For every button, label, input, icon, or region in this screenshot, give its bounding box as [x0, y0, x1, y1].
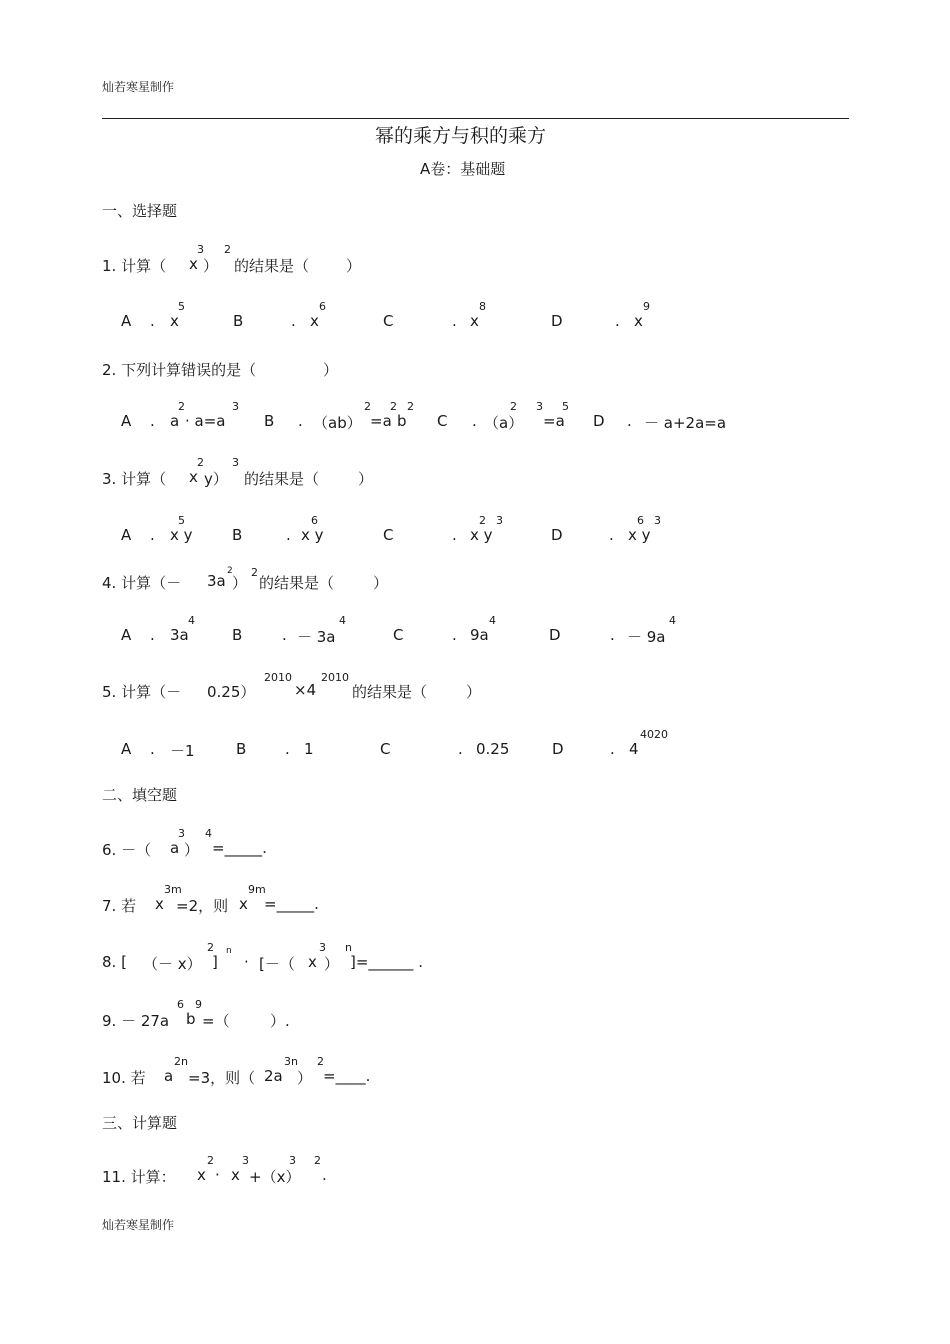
q11-b: x [197, 1166, 206, 1184]
q5-stem-d: 的结果是（ [352, 683, 428, 701]
q4-option-a-exp: 4 [188, 614, 195, 627]
q5-option-a-label: A [121, 740, 132, 758]
q10-exp-3: 2 [317, 1055, 324, 1068]
q2-option-c-exp2: 3 [536, 400, 543, 413]
q10-exp-1: 2n [174, 1055, 188, 1068]
q2-option-b-text1: （ab） [313, 414, 362, 432]
q2-option-b-text3: b [397, 412, 407, 430]
q4-option-c-dot: . [452, 626, 457, 644]
q4-option-c-exp: 4 [489, 614, 496, 627]
q11-e: +（x） [249, 1168, 301, 1186]
q2-option-b-exp1: 2 [364, 400, 371, 413]
q5-option-b-text: 1 [304, 740, 314, 758]
q3-stem-b: x [189, 468, 198, 486]
q9-c: =（ [202, 1012, 230, 1030]
q10-f: =____. [323, 1067, 371, 1085]
q5-option-c-text: 0.25 [476, 740, 510, 758]
q10-c: =3，则（ [188, 1069, 256, 1087]
q1-option-d-base: x [634, 312, 643, 330]
q4-option-b-label: B [232, 626, 243, 644]
q10-d: 2a [264, 1067, 283, 1085]
q3-stem-c: y） [204, 470, 228, 488]
q8-b: （－ x） [143, 955, 202, 973]
q4-stem-e: ） [373, 574, 389, 592]
q5-stem-e: ） [466, 683, 482, 701]
q11-exp-2: 3 [242, 1154, 249, 1167]
q3-option-a-label: A [121, 526, 132, 544]
q1-option-b-base: x [310, 312, 319, 330]
q6-exp-2: 4 [205, 827, 212, 840]
q9-a: 9. － 27a [102, 1012, 170, 1030]
q1-stem-d: 的结果是（ [234, 257, 310, 275]
q5-stem-c: ×4 [294, 681, 317, 699]
q1-option-d-exp: 9 [643, 300, 650, 313]
q4-exp-inner: 2 [227, 566, 233, 576]
q2-option-c-dot: . [472, 412, 477, 430]
q3-option-c-dot: . [452, 526, 457, 544]
q1-option-d-label: D [551, 312, 563, 330]
q3-option-b-dot: . [286, 526, 291, 544]
q4-option-d-dot: . [610, 626, 615, 644]
q4-option-a-label: A [121, 626, 132, 644]
q2-option-a-dot: . [150, 412, 155, 430]
q2-option-a-text1: a [170, 412, 180, 430]
q2-option-d-dot: . [627, 412, 632, 430]
q11-d: x [231, 1166, 240, 1184]
q1-option-b-dot: . [291, 312, 296, 330]
q4-option-c-text: 9a [470, 626, 489, 644]
q5-option-d-label: D [552, 740, 564, 758]
q4-option-a-dot: . [150, 626, 155, 644]
q1-option-c-base: x [470, 312, 479, 330]
q3-option-c-text: x y [470, 526, 493, 544]
q1-stem-a: 1. 计算（ [102, 257, 167, 275]
q3-option-a-exp: 5 [178, 514, 185, 527]
q11-c: · [215, 1166, 220, 1184]
q5-stem-a: 5. 计算（－ [102, 683, 182, 701]
q3-option-a-text: x y [170, 526, 193, 544]
q5-exp-2: 2010 [321, 671, 349, 684]
q4-stem-d: 的结果是（ [259, 574, 335, 592]
q2-option-a-exp2: 3 [232, 400, 239, 413]
q3-option-c-exp2: 3 [496, 514, 503, 527]
q3-option-c-exp1: 2 [479, 514, 486, 527]
q5-option-a-dot: . [150, 740, 155, 758]
q1-option-a-exp: 5 [178, 300, 185, 313]
q8-exp-1: 2 [207, 941, 214, 954]
q2-option-b-text2: =a [370, 412, 392, 430]
q3-option-d-exp1: 6 [637, 514, 644, 527]
q4-option-b-exp: 4 [339, 614, 346, 627]
q1-stem-b: x [189, 255, 198, 273]
q3-stem-e: ） [358, 470, 374, 488]
q1-option-a-label: A [121, 312, 132, 330]
q2-option-c-exp1: 2 [510, 400, 517, 413]
q3-stem-d: 的结果是（ [244, 470, 320, 488]
q8-e: [－（ [259, 955, 295, 973]
q6-a: 6. －（ [102, 841, 152, 859]
q1-option-a-dot: . [150, 312, 155, 330]
header-rule [102, 118, 849, 119]
q1-option-b-label: B [233, 312, 244, 330]
q1-exp-outer: 2 [224, 243, 231, 256]
q5-option-c-dot: . [458, 740, 463, 758]
q6-c: ） [184, 841, 200, 859]
q5-option-a-text: －1 [170, 742, 195, 760]
q7-c: =2，则 [176, 897, 229, 915]
q2-stem-a: 2. 下列计算错误的是（ [102, 361, 257, 379]
q2-option-d-text: － a+2a=a [644, 414, 727, 432]
q4-option-b-text: － 3a [297, 628, 336, 646]
q2-option-b-label: B [264, 412, 275, 430]
q3-option-c-label: C [383, 526, 394, 544]
q2-option-a-text2: · a=a [185, 412, 226, 430]
q1-option-a-base: x [170, 312, 179, 330]
q10-e: ） [297, 1069, 313, 1087]
q2-option-c-text1: （a） [484, 414, 524, 432]
q11-f: . [322, 1166, 327, 1184]
q11-exp-3: 3 [289, 1154, 296, 1167]
q11-exp-1: 2 [207, 1154, 214, 1167]
q3-option-b-label: B [232, 526, 243, 544]
q3-exp-inner: 2 [197, 456, 204, 469]
q2-option-b-dot: . [298, 412, 303, 430]
q4-option-d-exp: 4 [669, 614, 676, 627]
q8-c: ] [212, 953, 218, 971]
q8-d: · [244, 953, 249, 971]
q2-option-c-text2: =a [543, 412, 565, 430]
q9-exp-2: 9 [195, 998, 202, 1011]
q3-stem-a: 3. 计算（ [102, 470, 167, 488]
q4-option-a-text: 3a [170, 626, 189, 644]
q6-d: =_____. [212, 839, 267, 857]
page-footer: 灿若寒星制作 [102, 1218, 175, 1232]
q8-exp-2: n [226, 946, 232, 956]
q3-option-d-exp2: 3 [654, 514, 661, 527]
section-heading-fill: 二、填空题 [102, 786, 178, 804]
q9-d: ）. [270, 1012, 290, 1030]
q1-exp-inner: 3 [197, 243, 204, 256]
q10-b: a [164, 1067, 174, 1085]
q4-stem-a: 4. 计算（－ [102, 574, 182, 592]
q9-b: b [186, 1010, 196, 1028]
q3-option-d-label: D [551, 526, 563, 544]
q7-e: =_____. [264, 895, 319, 913]
q1-option-c-label: C [383, 312, 394, 330]
q10-a: 10. 若 [102, 1069, 146, 1087]
page-header: 灿若寒星制作 [102, 80, 175, 94]
q3-option-d-text: x y [628, 526, 651, 544]
q11-a: 11. 计算： [102, 1168, 176, 1186]
q1-stem-c: ） [203, 257, 219, 275]
q2-option-c-exp3: 5 [562, 400, 569, 413]
q2-option-d-label: D [593, 412, 605, 430]
q4-exp-outer: 2 [251, 566, 258, 579]
q1-option-c-dot: . [452, 312, 457, 330]
q1-option-c-exp: 8 [479, 300, 486, 313]
q8-g: ） [324, 955, 340, 973]
q2-stem-b: ） [323, 361, 339, 379]
q2-option-c-label: C [437, 412, 448, 430]
q5-option-b-label: B [236, 740, 247, 758]
q3-option-d-dot: . [609, 526, 614, 544]
q5-exp-1: 2010 [264, 671, 292, 684]
q1-option-d-dot: . [615, 312, 620, 330]
page-subtitle: A卷：基础题 [420, 160, 506, 178]
q8-exp-3: 3 [319, 941, 326, 954]
q5-option-d-text: 4 [629, 740, 639, 758]
section-heading-compute: 三、计算题 [102, 1114, 178, 1132]
q9-exp-1: 6 [177, 998, 184, 1011]
q11-exp-4: 2 [314, 1154, 321, 1167]
q7-a: 7. 若 [102, 897, 137, 915]
q7-exp-1: 3m [164, 883, 182, 896]
q2-option-a-exp1: 2 [178, 400, 185, 413]
section-heading-choice: 一、选择题 [102, 202, 178, 220]
q5-option-b-dot: . [285, 740, 290, 758]
q4-option-b-dot: . [282, 626, 287, 644]
q7-b: x [155, 895, 164, 913]
q3-option-b-exp: 6 [311, 514, 318, 527]
q8-h: ]=______ . [350, 953, 423, 971]
q4-stem-c: ） [232, 574, 248, 592]
q1-stem-e: ） [346, 257, 362, 275]
q4-option-d-label: D [549, 626, 561, 644]
q1-option-b-exp: 6 [319, 300, 326, 313]
q3-option-a-dot: . [150, 526, 155, 544]
q2-option-b-exp2: 2 [390, 400, 397, 413]
q2-option-a-label: A [121, 412, 132, 430]
q10-exp-2: 3n [284, 1055, 298, 1068]
q4-stem-b: 3a [207, 572, 226, 590]
q8-a: 8. [ [102, 953, 127, 971]
q2-option-b-exp3: 2 [407, 400, 414, 413]
q7-exp-2: 9m [248, 883, 266, 896]
q6-exp-1: 3 [178, 827, 185, 840]
q8-f: x [308, 953, 317, 971]
q6-b: a [170, 839, 180, 857]
page-title: 幂的乘方与积的乘方 [375, 125, 547, 147]
q5-option-d-exp: 4020 [640, 728, 668, 741]
q5-option-c-label: C [380, 740, 391, 758]
q7-d: x [239, 895, 248, 913]
q8-exp-4: n [345, 941, 352, 954]
q5-option-d-dot: . [610, 740, 615, 758]
q4-option-d-text: － 9a [627, 628, 666, 646]
q5-stem-b: 0.25） [207, 683, 256, 701]
q3-exp-outer: 3 [232, 456, 239, 469]
q4-option-c-label: C [393, 626, 404, 644]
q3-option-b-text: x y [301, 526, 324, 544]
